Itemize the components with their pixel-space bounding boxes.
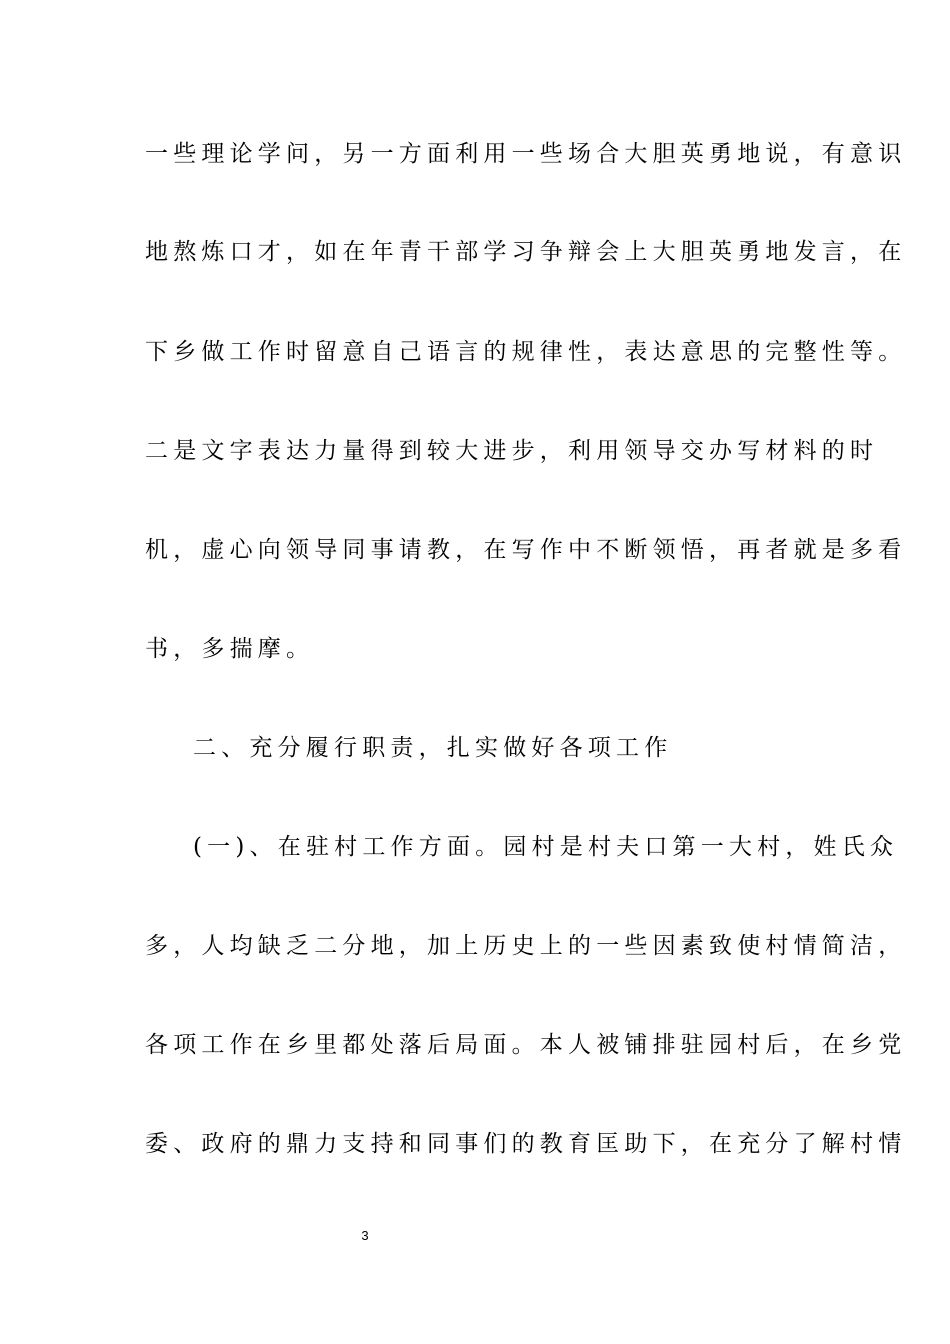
text-line-3: 下乡做工作时留意自己语言的规律性，表达意思的完整性等。	[145, 339, 907, 365]
text-line-2: 地熬炼口才，如在年青干部学习争辩会上大胆英勇地发言，在	[145, 239, 907, 265]
section-heading: 二、充分履行职责，扎实做好各项工作	[193, 735, 673, 761]
page-number: 3	[361, 1228, 369, 1243]
text-line-6: 书，多揣摩。	[145, 636, 315, 662]
text-line-5: 机，虚心向领导同事请教，在写作中不断领悟，再者就是多看	[145, 537, 907, 563]
text-line-4: 二是文字表达力量得到较大进步，利用领导交办写材料的时	[145, 438, 879, 464]
text-line-9: 多，人均缺乏二分地，加上历史上的一些因素致使村情简洁，	[145, 933, 907, 959]
text-line-8: (一)、在驻村工作方面。园村是村夫口第一大村，姓氏众	[193, 834, 899, 860]
text-line-1: 一些理论学问，另一方面利用一些场合大胆英勇地说，有意识	[145, 141, 907, 167]
text-line-11: 委、政府的鼎力支持和同事们的教育匡助下，在充分了解村情	[145, 1131, 907, 1157]
text-line-10: 各项工作在乡里都处落后局面。本人被铺排驻园村后，在乡党	[145, 1032, 907, 1058]
